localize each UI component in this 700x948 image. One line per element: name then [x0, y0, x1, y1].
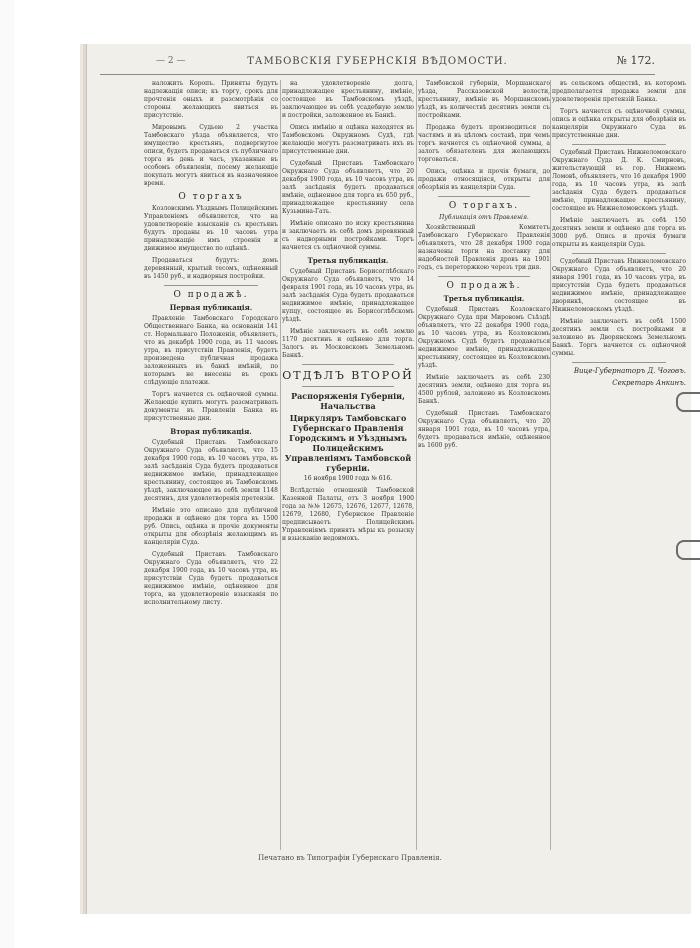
column-4 [552, 80, 686, 850]
paragraph: Вслѣдствіе отношеній Тамбовской Казенной Палаты, отъ 3 ноября 1900 года за №№ 12675, 12676, 12677, 12678, 12679, 12680, Губернское Правленіе предписываетъ Полицейскимъ Управленіямъ принять мѣры къ розыску и взысканію недоимокъ. [282, 487, 414, 542]
paragraph: на удовлетвореніе долга, принадлежащее крестьянину, имѣніе, состоящее въ Тамбовскомъ уѣздѣ, заключающее въ себѣ усадебную землю и постройки, заложенное въ Банкѣ. [282, 80, 414, 119]
book-spine [0, 0, 14, 948]
column-2 [282, 80, 414, 850]
paragraph: Судебный Приставъ Тамбовскаго Окружнаго Суда объявляетъ, что 22 декабря 1900 года, въ 10 часовъ утра, въ присутствіи Суда будетъ продаваться недвижимое имѣніе, оцѣненное для торга, на удовлетвореніе взысканія по исполнительному листу. [144, 551, 278, 606]
paragraph: Судебный Приставъ Тамбовскаго Окружнаго Суда объявляетъ, что 15 декабря 1900 года, въ 10 часовъ утра, въ залѣ засѣданія Суда будетъ продаваться недвижимое имѣніе, принадлежащее крестьянину, состоящее въ Тамбовскомъ уѣздѣ, заключающее въ себѣ земли 1148 десятинъ, для удовлетворенія претензіи. [144, 439, 278, 502]
column-rule [280, 80, 281, 850]
divider [438, 196, 530, 197]
paragraph: Судебный Приставъ Борисоглѣбскаго Окружнаго Суда объявляетъ, что 14 февраля 1901 года, въ 10 часовъ утра, въ залѣ засѣданія Суда будетъ продаваться недвижимое имѣніе, принадлежащее купцу, состоящее въ Борисоглѣбскомъ уѣздѣ. [282, 268, 414, 323]
department-heading: ОТДѢЛЪ ВТОРОЙ [282, 369, 414, 382]
subsection-heading: Третья публикація. [307, 256, 389, 265]
paragraph: Продажа будетъ производиться по частямъ и въ цѣломъ составѣ, при чемъ торгъ начнется съ оцѣночной суммы, а залогъ обязателенъ для желающихъ торговаться. [418, 124, 550, 163]
paragraph: Тамбовской губерніи, Моршанскаго уѣзда, Рассказовской волости, крестьянину, имѣніе въ Моршанскомъ уѣздѣ, въ количествѣ десятинъ земли съ постройками. [418, 80, 550, 119]
paragraph: Мировымъ Судьею 2 участка Тамбовскаго уѣзда объявляется, что имущество крестьянъ, подвергнутое описи, будетъ продаваться съ публичнаго торга въ день и часъ, указанные въ особомъ объявленіи, посему желающіе покупать могутъ явиться въ назначенное время. [144, 124, 278, 187]
column-1 [144, 80, 278, 850]
divider [302, 386, 394, 387]
newspaper-title: ТАМБОВСКІЯ ГУБЕРНСКІЯ ВѢДОМОСТИ. [247, 56, 508, 67]
paragraph: Имѣніе заключаетъ въ себѣ 150 десятинъ земли и оцѣнено для торга въ 3000 руб. Опись и прочія бумаги открыты въ канцеляріи Суда. [552, 217, 686, 248]
signature-secretary: Секретарь Анкинъ. [612, 379, 686, 387]
paragraph: Имѣніе заключаетъ въ себѣ землю 1170 десятинъ и оцѣнено для торга. Залогъ въ Московскомъ Земельномъ Банкѣ. [282, 328, 414, 359]
paragraph: Имѣніе заключаетъ въ себѣ 1500 десятинъ земли съ постройками и заложено въ Дворянскомъ Земельномъ Банкѣ. Торгъ начнется съ оцѣночной суммы. [552, 318, 686, 357]
subsection-heading: Третья публикація. [443, 294, 525, 303]
paragraph: Судебный Приставъ Нижнеломовскаго Окружнаго Суда Д. К. Смирновъ, жительствующій въ гор. Нижнемъ Ломовѣ, объявляетъ, что 16 декабря 1900 года, въ 10 часовъ утра, въ залѣ засѣданія Суда будетъ продаваться имѣніе, принадлежащее крестьянину, состоящее въ Нижнеломовскомъ уѣздѣ. [552, 149, 686, 212]
paragraph: Судебный Приставъ Тамбовскаго Окружнаго Суда объявляетъ, что 20 января 1901 года, въ 10 часовъ утра, будетъ продаваться имѣніе, оцѣненное въ 1600 руб. [418, 410, 550, 449]
page-marker: — 2 — [156, 56, 186, 66]
paragraph: Продаваться будутъ: домъ деревянный, крытый тесомъ, оцѣненный въ 1450 руб., и надворныя постройки. [144, 257, 278, 280]
paragraph: Правленіе Тамбовскаго Городскаго Общественнаго Банка, на основаніи 141 ст. Нормальнаго Положенія, объявляетъ, что въ декабрѣ 1900 года, въ 11 часовъ утра, въ присутствіи Правленія, будетъ произведена публичная продажа заложенныхъ въ банкѣ имѣній, по которымъ не внесены въ срокъ слѣдующіе платежи. [144, 315, 278, 386]
section-heading: О продажѣ. [446, 281, 522, 291]
page-header [100, 52, 655, 75]
subsection-heading: Публикація отъ Правленія. [439, 214, 529, 221]
paragraph: Судебный Приставъ Нижнеломовскаго Окружнаго Суда объявляетъ, что 20 января 1901 года, въ 10 часовъ утра, въ присутствіи Суда будетъ продаваться недвижимое имѣніе, принадлежащее дворянкѣ, состоящее въ Нижнеломовскомъ уѣздѣ. [552, 258, 686, 313]
divider [302, 364, 394, 365]
paragraph: въ сельскомъ обществѣ, въ которомъ предполагается продажа земли для удовлетворенія претензій Банка. [552, 80, 686, 103]
issue-number: № 172. [616, 54, 655, 67]
paragraph: Опись, оцѣнка и прочія бумаги, до продажи относящіяся, открыты для обозрѣнія въ канцеляріи Суда. [418, 168, 550, 191]
subsection-heading: Первая публикація. [169, 303, 253, 312]
binder-clip [676, 540, 700, 560]
section-heading: О торгахъ [178, 192, 244, 202]
section-heading: О торгахъ. [448, 201, 520, 211]
paragraph: Опись имѣнію и оцѣнка находятся въ Тамбовскомъ Окружномъ Судѣ, гдѣ желающіе могутъ разсматривать ихъ въ присутственные дни. [282, 124, 414, 155]
authority-heading: Распоряженія Губерніи, Начальства [291, 391, 405, 411]
column-3 [418, 80, 550, 850]
paragraph: Козловскимъ Уѣзднымъ Полицейскимъ Управленіемъ объявляется, что на удовлетвореніе взысканія съ крестьянъ будутъ проданы въ 10 часовъ утра принадлежащіе имъ строенія и движимое имущество по оцѣнкѣ. [144, 205, 278, 252]
paragraph: наложить Коропъ. Приняты будутъ надлежащія описи; къ торгу, срокъ для прочтенія оныхъ и разсмотрѣнія со стороны желающихъ явиться въ присутствіе. [144, 80, 278, 119]
binder-clip [676, 392, 700, 412]
divider [572, 362, 666, 363]
paragraph: Торгъ начнется съ оцѣночной суммы. Желающіе купить могутъ разсматривать документы въ Правленіи Банка въ присутственные дни. [144, 391, 278, 422]
section-heading: О продажѣ. [173, 290, 249, 300]
column-rule [550, 80, 551, 850]
paragraph: Судебный Приставъ Тамбовскаго Окружнаго Суда объявляетъ, что 20 декабря 1900 года, въ 10 часовъ утра, въ залѣ засѣданія будетъ продаваться имѣніе, оцѣненное для торга въ 650 руб., принадлежащее крестьянину села Кузьмина-Гать. [282, 160, 414, 215]
printer-imprint: Печатано въ Типографіи Губернскаго Правленія. [258, 854, 442, 862]
subsection-heading: Вторая публикація. [170, 427, 252, 436]
circular-date: 16 ноября 1900 года № 616. [303, 475, 393, 482]
circular-heading: Циркуляръ Тамбовскаго Губернскаго Правленія Городскимъ и Уѣзднымъ Полицейскимъ Управленіямъ Тамбовской губерніи. [284, 413, 412, 473]
divider [572, 144, 666, 145]
signature-vice-governor: Вице-Губернаторъ Д. Чоговъ. [573, 367, 686, 375]
paragraph: Судебный Приставъ Козловскаго Окружнаго Суда при Мировомъ Съѣздѣ объявляетъ, что 22 декабря 1900 года, въ 10 часовъ утра, въ Козловскомъ Окружномъ Судѣ будетъ продаваться недвижимое имѣніе, принадлежащее крестьянину, состоящее въ Козловскомъ уѣздѣ. [418, 306, 550, 369]
divider [572, 253, 666, 254]
divider [438, 276, 530, 277]
paragraph: Имѣніе заключаетъ въ себѣ 230 десятинъ земли, оцѣнено для торга въ 4500 рублей, заложено въ Козловскомъ Банкѣ. [418, 374, 550, 405]
paragraph: Имѣніе описано по иску крестьянина и заключаетъ въ себѣ домъ деревянный съ надворными постройками. Торгъ начнется съ оцѣночной суммы. [282, 220, 414, 251]
column-rule [416, 80, 417, 850]
paragraph: Торгъ начнется съ оцѣночной суммы, опись и оцѣнка открыты для обозрѣнія въ канцеляріи Окружнаго Суда въ присутственные дни. [552, 108, 686, 139]
divider [164, 285, 258, 286]
paragraph: Хозяйственный Комитетъ Тамбовскаго Губернскаго Правленія объявляетъ, что 28 декабря 1900 года назначены торги на поставку для надобностей Правленія дровъ на 1901 годъ, съ переторжкою черезъ три дня. [418, 224, 550, 271]
paragraph: Имѣніе это описано для публичной продажи и оцѣнено для торга въ 1500 руб. Опись, оцѣнка и прочіе документы открыты для обозрѣнія желающимъ въ канцеляріи Суда. [144, 507, 278, 546]
